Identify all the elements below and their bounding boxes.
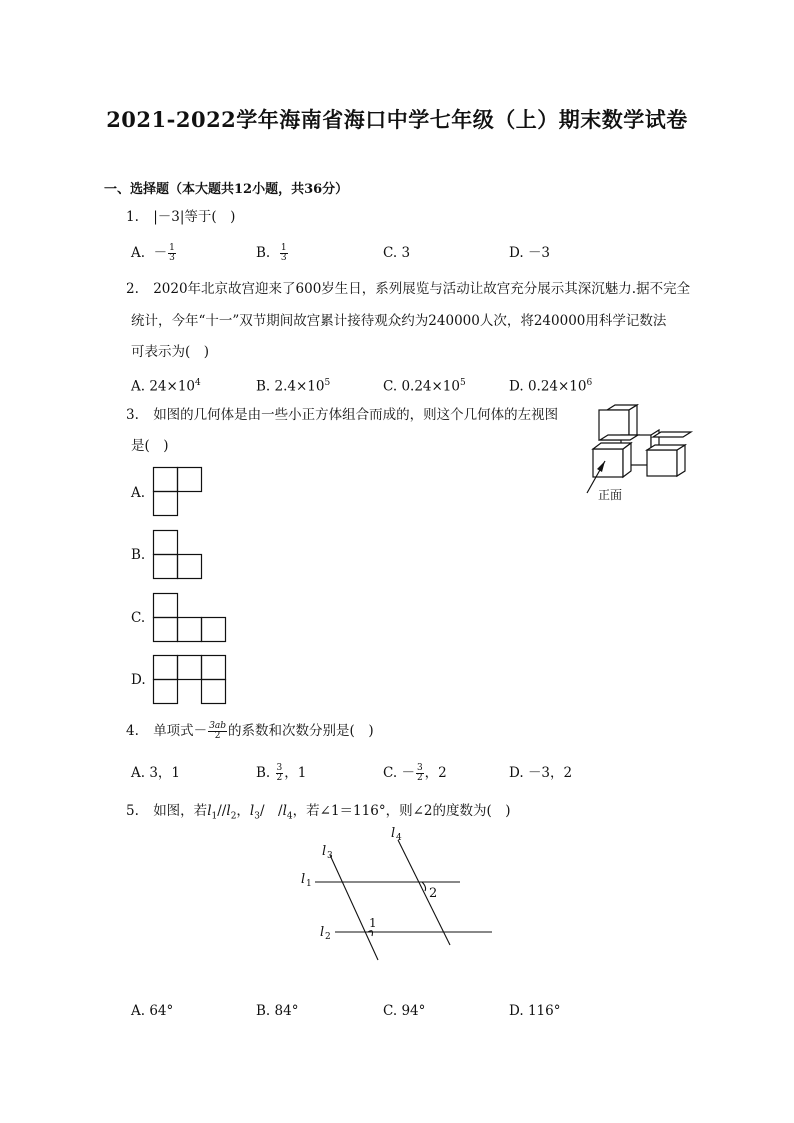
option-d-view <box>153 655 229 707</box>
question-number: 1. <box>126 209 139 225</box>
svg-text:l: l <box>322 844 327 859</box>
coefficient-denominator: 2 <box>214 731 221 741</box>
option-a: A. － $\frac{1}{3}$ <box>131 243 175 263</box>
question-stem-pre: 单项式－ <box>153 723 208 739</box>
lines-angle-figure <box>300 825 500 965</box>
question-stem-line2: 是( ) <box>131 438 169 454</box>
option-b-label: B. <box>131 547 146 563</box>
angle-2-label: 2 <box>429 886 438 901</box>
exam-title: 2021-2022学年海南省海口中学七年级（上）期末数学试卷 <box>106 107 688 132</box>
option-a-label: A. <box>131 485 146 501</box>
option-b: B. $\frac{3}{2}$ ，1 <box>256 763 307 783</box>
option-c: C. $0.24\times 10^5$ <box>383 378 466 395</box>
exam-page: 2021-2022学年海南省海口中学七年级（上）期末数学试卷 一、选择题（本大题共12小题，共36分） 1. |－3|等于( ) A. － $\frac{1}{3}$ B. $\frac{1}{3}$ C. 3 D. －3 2. 2020年北京故宫迎来了600岁生日，系列展览与活动让故宫充分展示其深沉魅力.据不完全 统计，今年“十一”双节期间故宫累计接待观众约为240000人次，将240000用科学记数法 可表示为( ) A. $24\times 10^4$ B. $2.4\times 10^5$ C. $0.24\times 10^5$ D. $0.24\times 10^6$ 3. 如图的几何体是由一些小正方体组合而成的，则这个几何体的左视图 是( ) 正面 A. B. C. D. 4. 单项式－ $\frac{3ab}{2}$ 的系数和次数分别是( ) A. 3，1 B. $\frac{3}{2}$ ，1 C. － $\frac{3}{2}$ ，2 D. －3，2 5. 如图，若$l_1//l_2$，$l_3/$ $/l_4$，若∠1＝116°，则∠2的度数为( ) l 3 l 4 l 1 l 2 2 1 A. 64° B. 84° C. 94° D. 116° <box>0 0 794 1123</box>
option-b: B. $\frac{1}{3}$ <box>256 243 287 263</box>
option-c: C. 3 <box>383 245 411 261</box>
svg-text:l: l <box>301 872 306 887</box>
option-a: A. 64° <box>131 1003 174 1019</box>
svg-text:1: 1 <box>306 879 312 889</box>
option-a-view <box>153 467 205 519</box>
question-number: 4. <box>126 723 139 739</box>
option-c-label: C. <box>131 610 146 626</box>
svg-text:2: 2 <box>325 932 331 942</box>
question-stem-line1: 2020年北京故宫迎来了600岁生日，系列展览与活动让故宫充分展示其深沉魅力.据不完全 <box>153 281 691 297</box>
svg-text:l: l <box>391 826 396 841</box>
option-d: D. 116° <box>509 1003 561 1019</box>
option-b: B. $2.4\times 10^5$ <box>256 378 331 395</box>
question-number: 5. <box>126 803 139 819</box>
question-stem-post: 的系数和次数分别是( ) <box>228 723 374 739</box>
option-c-view <box>153 593 229 645</box>
question-stem-line3: 可表示为( ) <box>131 344 210 360</box>
question-stem-line2: 统计，今年“十一”双节期间故宫累计接待观众约为240000人次，将240000用科学记数法 <box>131 313 667 329</box>
option-d: D. －3 <box>509 245 551 261</box>
option-c: C. 94° <box>383 1003 426 1019</box>
cube-solid-figure <box>575 405 725 505</box>
question-number: 3. <box>126 407 139 423</box>
option-a: A. $24\times 10^4$ <box>131 378 201 395</box>
svg-text:l: l <box>320 925 325 940</box>
option-c: C. － $\frac{3}{2}$ ，2 <box>383 763 447 783</box>
option-d-label: D. <box>131 672 146 688</box>
front-label: 正面 <box>598 488 623 502</box>
option-a: A. 3，1 <box>131 765 181 781</box>
option-b-view <box>153 530 205 582</box>
option-b: B. 84° <box>256 1003 299 1019</box>
svg-text:3: 3 <box>327 851 333 861</box>
angle-1-label: 1 <box>369 916 377 930</box>
question-number: 2. <box>126 281 139 297</box>
option-d: D. $0.24\times 10^6$ <box>509 378 593 395</box>
coefficient-numerator: 3ab <box>209 721 227 731</box>
question-stem-line1: 如图的几何体是由一些小正方体组合而成的，则这个几何体的左视图 <box>153 407 559 423</box>
option-d: D. －3，2 <box>509 765 573 781</box>
section-heading: 一、选择题（本大题共12小题，共36分） <box>104 182 349 197</box>
question-stem: |－3|等于( ) <box>153 209 236 225</box>
svg-text:4: 4 <box>396 833 402 843</box>
